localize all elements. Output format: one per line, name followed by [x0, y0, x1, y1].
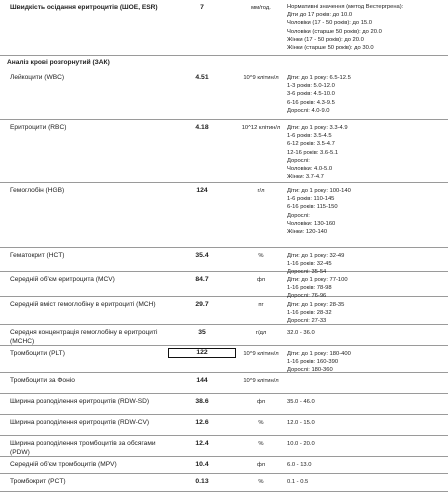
esr-norm-line: Чоловіки (старше 50 років): до 20.0 — [287, 28, 382, 35]
reference-line: 3-6 років: 4.5-10.0 — [287, 91, 335, 98]
test-value: 144 — [196, 377, 208, 384]
test-unit: 10^12 клітин/л — [241, 125, 281, 131]
reference-range — [287, 478, 447, 486]
section-title: Аналіз крові розгорнутий (ЗАК) — [7, 59, 110, 66]
reference-range — [287, 187, 447, 236]
reference-line: Дорослі: 27-33 — [287, 318, 327, 325]
reference-line: 6-12 років: 3.5-4.7 — [287, 141, 335, 148]
test-value: 0.13 — [195, 478, 209, 485]
reference-range — [287, 301, 447, 326]
esr-norm-line: Жінки (17 - 50 років): до 20.0 — [287, 36, 364, 43]
test-unit: г/дл — [255, 330, 267, 336]
test-unit: 10^9 клітин/л — [243, 378, 279, 384]
test-unit: % — [258, 420, 264, 426]
reference-line: Дорослі: 180-360 — [287, 367, 333, 374]
test-value: 4.51 — [195, 74, 209, 81]
reference-line: 1-16 років: 28-32 — [287, 310, 332, 317]
test-name: Еритроцити (RBC) — [10, 124, 67, 131]
reference-line: 1-6 років: 3.5-4.5 — [287, 133, 332, 140]
reference-line: Діти: до 1 року: 100-140 — [287, 188, 351, 194]
test-value: 12.4 — [195, 440, 209, 447]
reference-line: Дорослі: 35-54 — [287, 269, 327, 276]
reference-line: Дорослі: — [287, 157, 310, 164]
test-name: Ширина розподілення тромбоцитів за обсягами (PDW) — [10, 440, 156, 456]
reference-line: 12-16 років: 3.6-5.1 — [287, 149, 339, 156]
result-row — [0, 346, 448, 373]
test-unit: 10^9 клітин/л — [243, 75, 279, 81]
result-row — [0, 120, 448, 183]
test-value: 124 — [196, 187, 208, 194]
reference-range — [287, 350, 447, 375]
reference-range — [287, 461, 447, 469]
test-name: Середня концентрація гемоглобіну в еритроциті (MCHC) — [10, 329, 158, 345]
esr-name: Швидкість осідання еритроцитів (ШОЕ, ESR) — [10, 4, 158, 11]
reference-line: Дорослі: — [287, 212, 310, 219]
reference-line: 1-16 років: 32-45 — [287, 261, 332, 268]
test-name: Середній об'єм тромбоцитів (MPV) — [10, 461, 117, 468]
test-name: Ширина розподілення еритроцитів (RDW-SD) — [10, 398, 150, 405]
test-unit: % — [258, 479, 264, 485]
result-row — [0, 248, 448, 276]
test-unit: г/л — [257, 188, 265, 194]
reference-line: Діти: до 1 року: 77-100 — [287, 277, 348, 283]
test-unit: фл — [256, 277, 266, 283]
reference-line: 1-3 років: 5.0-12.0 — [287, 83, 335, 90]
reference-line: Діти: до 1 року: 28-35 — [287, 302, 345, 308]
test-value: 122 — [168, 348, 236, 358]
reference-range — [287, 398, 447, 406]
test-value: 35.4 — [195, 252, 209, 259]
test-unit: фл — [256, 462, 266, 468]
result-row — [0, 183, 448, 248]
test-name: Ширина розподілення еритроцитів (RDW-CV) — [10, 419, 150, 426]
reference-range — [287, 74, 447, 115]
result-row — [0, 297, 448, 325]
reference-range — [287, 124, 447, 182]
esr-norm-line: Чоловіки (17 - 50 років): до 15.0 — [287, 20, 372, 27]
esr-value: 7 — [200, 4, 204, 11]
reference-line: Чоловіки: 4.0-5.0 — [287, 166, 333, 173]
reference-line: 6.0 - 13.0 — [287, 462, 312, 468]
reference-line: Діти: до 1 року: 6.5-12.5 — [287, 75, 351, 81]
result-row — [0, 415, 448, 436]
test-value: 35 — [198, 329, 206, 336]
reference-line: 35.0 - 46.0 — [287, 399, 315, 405]
test-name: Тромбокрит (PCT) — [10, 478, 66, 485]
result-row — [0, 394, 448, 415]
test-value: 38.6 — [195, 398, 209, 405]
test-value: 12.6 — [195, 419, 209, 426]
test-unit: % — [258, 441, 264, 447]
test-value: 4.18 — [195, 124, 209, 131]
reference-line: 1-16 років: 160-390 — [287, 359, 339, 366]
test-name: Середній вміст гемоглобіну в еритроциті (MCH) — [10, 301, 156, 308]
reference-line: Діти: до 1 року: 3.3-4.9 — [287, 125, 348, 131]
reference-range — [287, 419, 447, 427]
reference-line: 6-16 років: 115-150 — [287, 204, 338, 211]
reference-line: 32.0 - 36.0 — [287, 330, 315, 336]
reference-line: Дорослі: 4.0-9.0 — [287, 107, 330, 114]
reference-line: 6-16 років: 4.3-9.5 — [287, 99, 335, 106]
test-name: Тромбоцити за Фоніо — [10, 377, 75, 384]
result-row — [0, 474, 448, 492]
esr-row — [0, 0, 448, 56]
test-unit: 10^9 клітин/л — [243, 351, 279, 357]
esr-unit: мм/год. — [251, 5, 271, 11]
reference-line: 1-6 років: 110-145 — [287, 196, 335, 203]
reference-line: Дорослі: 76-96 — [287, 293, 327, 300]
test-unit: пг — [258, 302, 264, 308]
reference-line: 1-16 років: 78-98 — [287, 285, 332, 292]
test-unit: % — [258, 253, 264, 259]
reference-line: Жінки: 3.7-4.7 — [287, 174, 324, 181]
esr-norm-line: Діти до 17 років: до 10.0 — [287, 12, 353, 19]
result-row — [0, 373, 448, 394]
reference-range — [287, 440, 447, 448]
reference-line: Чоловіки: 130-160 — [287, 220, 336, 227]
reference-line: 0.1 - 0.5 — [287, 479, 309, 485]
test-name: Лейкоцити (WBC) — [10, 74, 65, 81]
test-unit: фл — [256, 399, 266, 405]
result-row — [0, 325, 448, 346]
reference-line: Жінки: 120-140 — [287, 229, 328, 236]
result-row — [0, 70, 448, 120]
reference-line: Діти: до 1 року: 180-400 — [287, 351, 351, 357]
test-name: Середній об'єм еритроцита (MCV) — [10, 276, 115, 283]
result-row — [0, 436, 448, 457]
reference-line: 12.0 - 15.0 — [287, 420, 315, 426]
reference-line: 10.0 - 20.0 — [287, 441, 315, 447]
result-row — [0, 457, 448, 474]
test-value: 29.7 — [195, 301, 209, 308]
esr-norm-line: Жінки (старше 50 років): до 30.0 — [287, 45, 374, 52]
test-name: Тромбоцити (PLT) — [10, 350, 65, 357]
reference-range — [287, 329, 447, 337]
reference-line: Діти: до 1 року: 32-49 — [287, 253, 345, 259]
result-row — [0, 272, 448, 300]
test-name: Гемоглобін (HGB) — [10, 187, 65, 194]
esr-norms — [287, 3, 447, 52]
esr-norm-line: Нормативні значення (метод Вестергрена): — [287, 4, 404, 10]
test-value: 10.4 — [195, 461, 209, 468]
test-name: Гематокрит (HCT) — [10, 252, 65, 259]
test-value: 84.7 — [195, 276, 209, 283]
